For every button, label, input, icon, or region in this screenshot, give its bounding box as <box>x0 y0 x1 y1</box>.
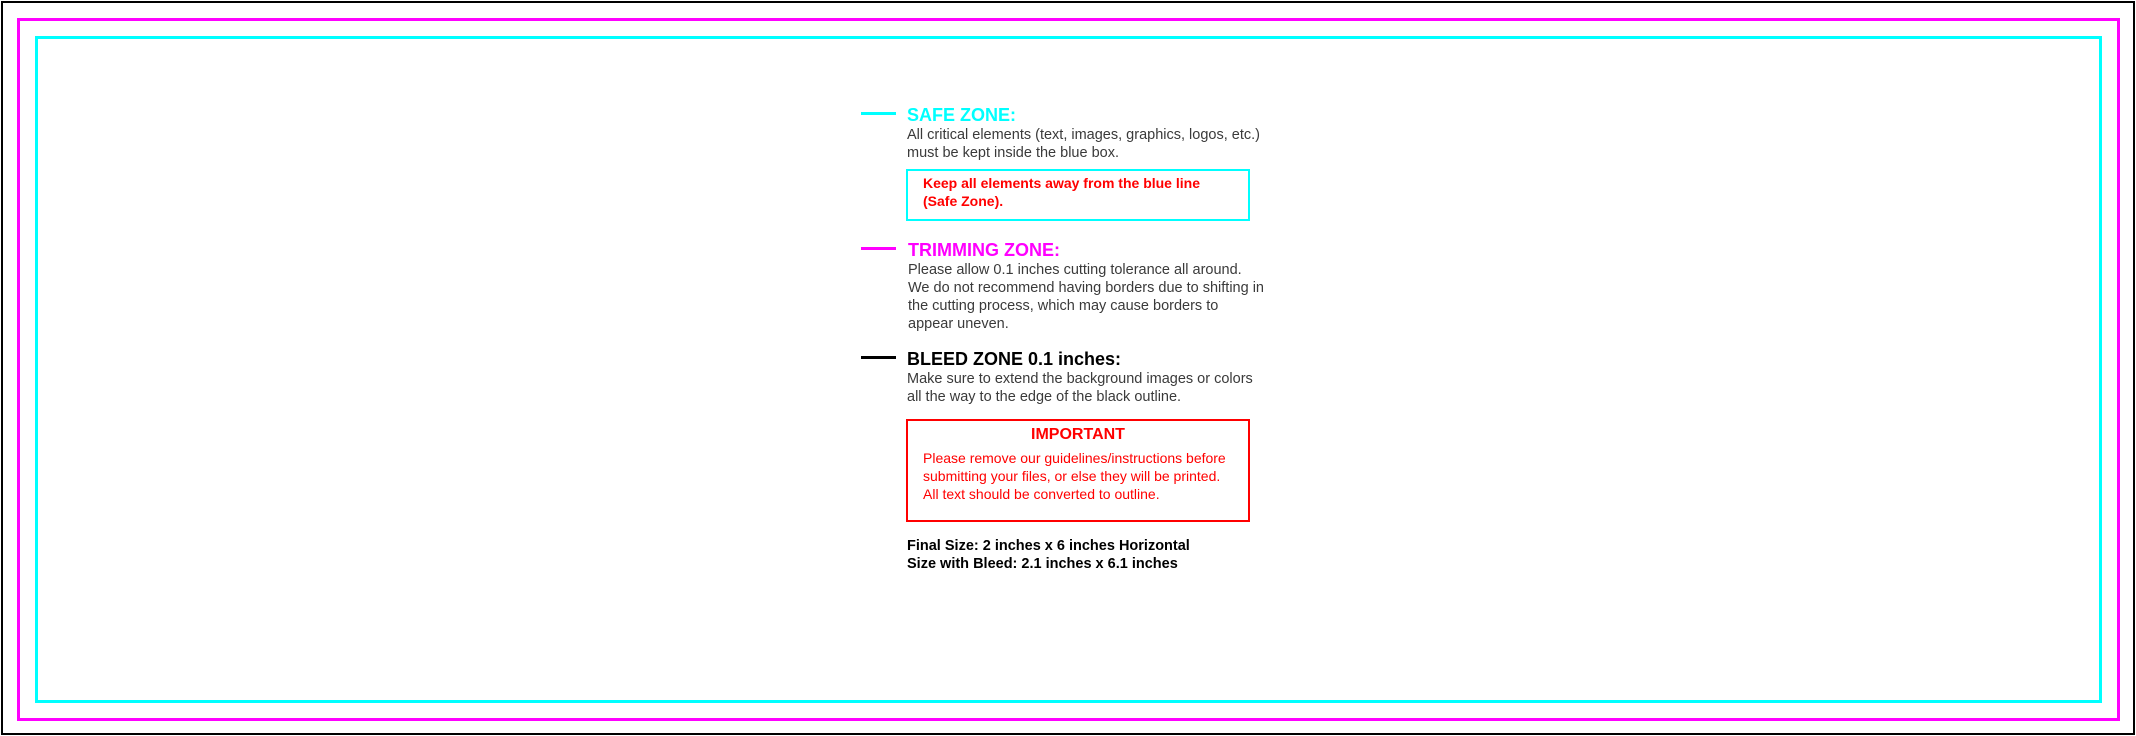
safe-zone-note-box <box>906 169 1250 221</box>
bleed-zone-text-line-2: all the way to the edge of the black outline. <box>907 389 1182 405</box>
trimming-zone-text-line-2: We do not recommend having borders due to shifting in <box>908 280 1264 296</box>
safe-zone-note-line-1: Keep all elements away from the blue line <box>923 175 1200 191</box>
safe-zone-legend-line <box>861 112 896 115</box>
bleed-zone-text-line-1: Make sure to extend the background images or colors <box>907 371 1253 387</box>
bleed-zone-legend-line <box>861 356 896 359</box>
final-size-text: Final Size: 2 inches x 6 inches Horizontal <box>907 538 1190 554</box>
safe-zone-heading: SAFE ZONE: <box>907 105 1017 125</box>
safe-zone-text-line-1: All critical elements (text, images, graphics, logos, etc.) <box>907 127 1260 143</box>
trimming-zone-text-line-3: the cutting process, which may cause borders to <box>908 298 1219 314</box>
important-box <box>906 419 1250 522</box>
trimming-zone-text-line-4: appear uneven. <box>908 316 1009 332</box>
safe-zone-text-line-2: must be kept inside the blue box. <box>907 145 1119 161</box>
important-text-line-2: submitting your files, or else they will be printed. <box>923 468 1221 484</box>
size-with-bleed-text: Size with Bleed: 2.1 inches x 6.1 inches <box>907 556 1178 572</box>
trimming-zone-legend-line <box>861 247 896 250</box>
important-text-line-3: All text should be converted to outline. <box>923 486 1160 502</box>
safe-zone-note-line-2: (Safe Zone). <box>923 193 1004 209</box>
trimming-zone-heading: TRIMMING ZONE: <box>908 240 1060 260</box>
important-text-line-1: Please remove our guidelines/instructions before <box>923 450 1226 466</box>
important-title: IMPORTANT <box>1031 426 1125 443</box>
bleed-zone-heading: BLEED ZONE 0.1 inches: <box>907 349 1122 369</box>
trimming-zone-text-line-1: Please allow 0.1 inches cutting tolerance all around. <box>908 262 1242 278</box>
